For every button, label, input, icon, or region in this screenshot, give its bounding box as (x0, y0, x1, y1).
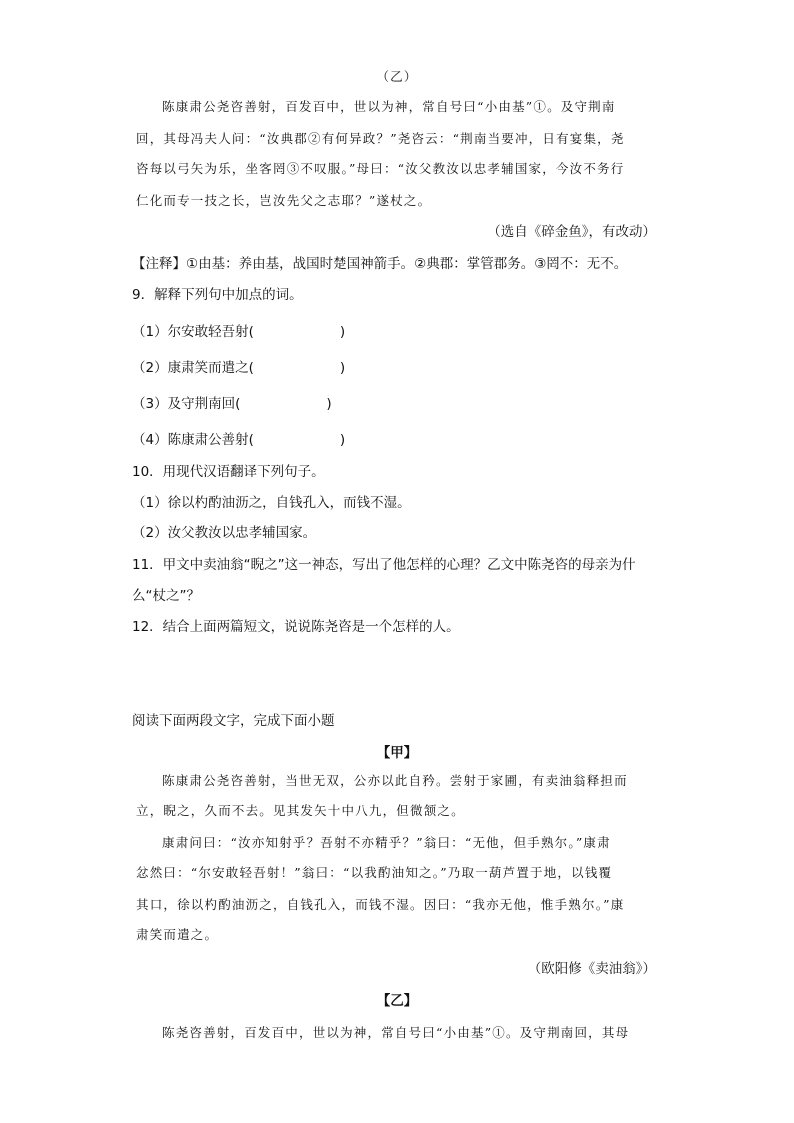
yi-top-line-4: 仁化而专一技之长，岂汝先父之志耶？”遂杖之。 (136, 193, 432, 208)
yi-top-line-1: 陈康肃公尧咨善射，百发百中，世以为神，常自号曰“小由基”①。及守荆南 (162, 99, 616, 114)
annotation-notes: 【注释】①由基：养由基，战国时楚国神箭手。②典郡：掌管郡务。③罔不：无不。 (132, 256, 628, 272)
question-12: 12．结合上面两篇短文，说说陈尧咨是一个怎样的人。 (132, 619, 460, 635)
jia-line-5: 其口，徐以杓酌油沥之，自钱孔入，而钱不湿。因曰：“我亦无他，惟手熟尔。”康 (136, 897, 625, 912)
jia-line-3: 康肃问曰：“汝亦知射乎？吾射不亦精乎？”翁曰：“无他，但手熟尔。”康肃 (162, 835, 611, 850)
jia-line-2: 立，睨之，久而不去。见其发矢十中八九，但微颔之。 (136, 803, 465, 818)
question-9-item-1: （1）尔安敢轻吾射( ) (132, 324, 346, 340)
question-11-line-1: 11．甲文中卖油翁“睨之”这一神态，写出了他怎样的心理？乙文中陈尧咨的母亲为什 (132, 557, 636, 573)
yi-bottom-line-1: 陈尧咨善射，百发百中，世以为神，常自号曰“小由基”①。及守荆南回，其母 (162, 1025, 630, 1040)
yi-bottom-title: 【乙】 (376, 993, 418, 1009)
question-10-item-1: （1）徐以杓酌油沥之，自钱孔入，而钱不湿。 (132, 495, 411, 511)
jia-source: （欧阳修《卖油翁》） (527, 961, 656, 977)
jia-line-6: 肃笑而遣之。 (136, 927, 219, 942)
question-11-line-2: 么“杖之”？ (132, 588, 200, 604)
yi-top-line-3: 咨每以弓矢为乐，坐客罔③不叹服。”母曰：“汝父教汝以忠孝辅国家，今汝不务行 (136, 161, 625, 176)
yi-top-title: （乙） (376, 69, 418, 84)
jia-title: 【甲】 (376, 745, 418, 761)
question-10-item-2: （2）汝父教汝以忠孝辅国家。 (132, 525, 317, 541)
yi-top-line-2: 回，其母冯夫人问：“汝典郡②有何异政？”尧咨云：“荆南当要冲，日有宴集，尧 (136, 131, 625, 146)
reading-instruction: 阅读下面两段文字，完成下面小题 (132, 713, 335, 729)
question-9-prompt: 9．解释下列句中加点的词。 (132, 287, 303, 303)
question-9-item-4: （4）陈康肃公善射( ) (132, 432, 346, 448)
jia-line-4: 忿然曰：“尔安敢轻吾射！”翁曰：“以我酌油知之。”乃取一葫芦置于地，以钱覆 (136, 865, 613, 880)
yi-top-source: （选自《碎金鱼》，有改动） (487, 224, 656, 240)
question-9-item-3: （3）及守荆南回( ) (132, 396, 332, 412)
question-10-prompt: 10．用现代汉语翻译下列句子。 (132, 464, 325, 480)
jia-line-1: 陈康肃公尧咨善射，当世无双，公亦以此自矜。尝射于家圃，有卖油翁释担而 (162, 773, 628, 788)
question-9-item-2: （2）康肃笑而遣之( ) (132, 360, 346, 376)
